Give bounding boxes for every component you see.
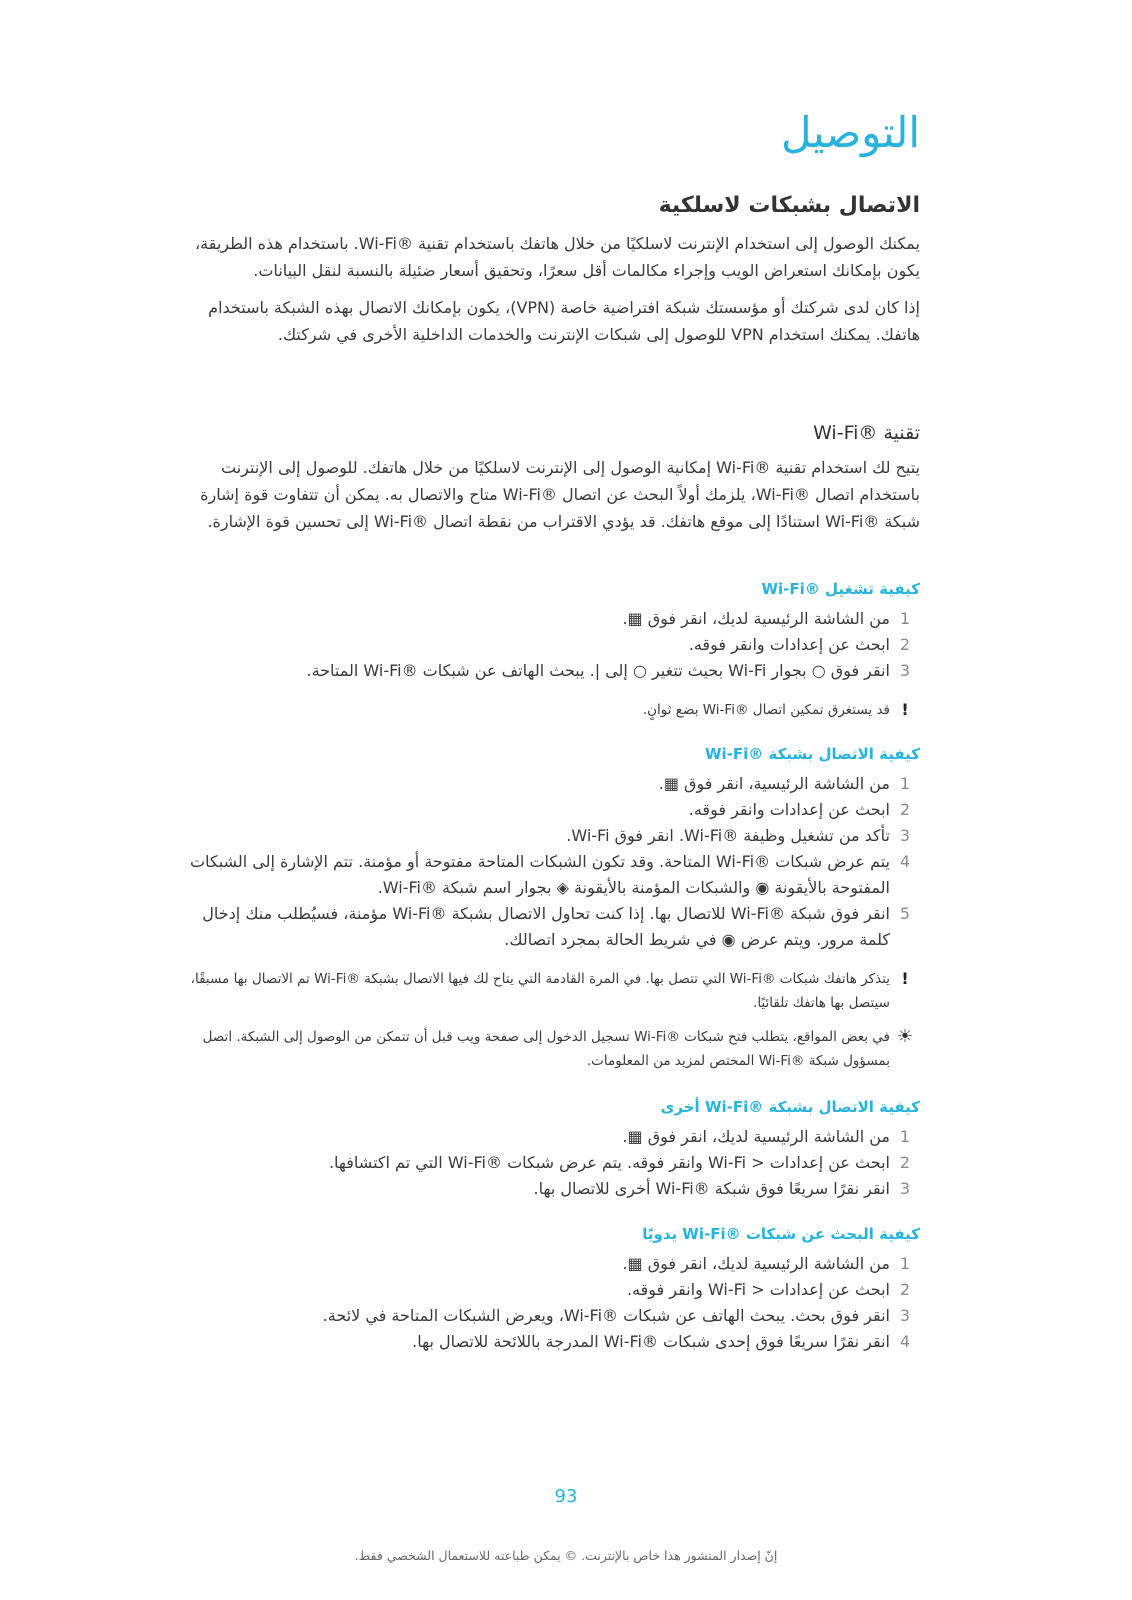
step-number: 4 <box>899 852 911 871</box>
step-number: 3 <box>899 1306 911 1325</box>
step-number: 1 <box>899 1127 911 1146</box>
note-text: يتذكر هاتفك شبكات ®Wi-Fi التي تتصل بها. في المرة القادمة التي يتاح لك فيها الاتصال بشبكة ®Wi-Fi تم الاتصال بها مسبقًا، سيتصل بها هاتفك تلقائيًا. <box>190 971 890 1011</box>
page-number: 93 <box>554 1486 578 1507</box>
howto-search <box>190 1225 920 1355</box>
step-number: 1 <box>899 1254 911 1273</box>
step-text: يتم عرض شبكات ®Wi-Fi المتاحة. وقد تكون الشبكات المتاحة مفتوحة أو مؤمنة. تتم الإشارة إلى الشبكات المفتوحة بالأيقونة ◉ والشبكات المؤمنة بالأيقونة ◈ بجوار اسم شبكة ®Wi-Fi. <box>189 852 890 897</box>
step-text: ابحث عن إعدادات < Wi-Fi وانقر فوقه. <box>626 1280 890 1299</box>
lightbulb-icon: ☀ <box>896 1026 914 1047</box>
step-number: 4 <box>899 1332 911 1351</box>
step-text: ابحث عن إعدادات وانقر فوقه. <box>688 800 890 819</box>
page-title-wrap <box>190 108 920 157</box>
section-para-1: يمكنك الوصول إلى استخدام الإنترنت لاسلكيًا من خلال هاتفك باستخدام تقنية ®Wi-Fi. باستخدام هذه الطريقة، يكون بإمكانك استعراض الويب وإجراء مكالمات أقل سعرًا، وتحقيق أسعار ضئيلة بالنسبة لنقل البيانات. <box>195 234 920 280</box>
step-text: انقر فوق بحث. يبحث الهاتف عن شبكات ®Wi-Fi، ويعرض الشبكات المتاحة في لائحة. <box>322 1306 890 1325</box>
step <box>190 632 920 658</box>
howto-enable <box>190 580 920 722</box>
step <box>190 901 920 953</box>
step-number: 3 <box>899 826 911 845</box>
step <box>190 823 920 849</box>
page-title: التوصيل <box>781 108 920 157</box>
section-para-2: إذا كان لدى شركتك أو مؤسستك شبكة افتراضية خاصة (VPN)، يكون بإمكانك الاتصال بهذه الشبكة باستخدام هاتفك. يمكنك استخدام VPN للوصول إلى شبكات الإنترنت والخدمات الداخلية الأخرى في شركتك. <box>208 298 920 344</box>
step <box>190 849 920 901</box>
note <box>190 967 920 1015</box>
wifi-para: يتيح لك استخدام تقنية ®Wi-Fi إمكانية الوصول إلى الإنترنت لاسلكيًا من خلال هاتفك. للوصول إلى الإنترنت باستخدام اتصال ®Wi-Fi، يلزمك أولاً البحث عن اتصال ®Wi-Fi متاح والاتصال به. يمكن أن تتفاوت قوة إشارة شبكة ®Wi-Fi استنادًا إلى موقع هاتفك. قد يؤدي الاقتراب من نقطة اتصال ®Wi-Fi إلى تحسين قوة الإشارة. <box>200 458 920 531</box>
step <box>190 1251 920 1277</box>
step <box>190 797 920 823</box>
howto-other-heading: كيفية الاتصال بشبكة ®Wi-Fi أخرى <box>660 1098 920 1116</box>
step-number: 2 <box>899 800 911 819</box>
step-text: ابحث عن إعدادات < Wi-Fi وانقر فوقه. يتم عرض شبكات ®Wi-Fi التي تم اكتشافها. <box>328 1153 890 1172</box>
section-connect-wireless <box>190 193 920 348</box>
tip-text: في بعض المواقع، يتطلب فتح شبكات ®Wi-Fi تسجيل الدخول إلى صفحة ويب قبل أن تتمكن من الوصول إلى الشبكة. اتصل بمسؤول شبكة ®Wi-Fi المختص لمزيد من المعلومات. <box>202 1029 890 1069</box>
howto-connect-heading: كيفية الاتصال بشبكة ®Wi-Fi <box>704 745 920 763</box>
step-text: من الشاشة الرئيسية لديك، انقر فوق ▦. <box>622 1127 890 1146</box>
howto-connect <box>190 745 920 1073</box>
wifi-heading: تقنية ®Wi-Fi <box>813 422 920 444</box>
exclamation-icon: ! <box>901 700 909 719</box>
tip <box>190 1025 920 1073</box>
step-number: 2 <box>899 1153 911 1172</box>
note <box>190 698 920 722</box>
howto-enable-heading: كيفية تشغيل ®Wi-Fi <box>761 580 920 598</box>
footer: إنّ إصدار المنشور هذا خاص بالإنترنت. © يمكن طباعته للاستعمال الشخصي فقط. <box>354 1548 778 1563</box>
step-text: انقر فوق ○ بجوار Wi-Fi بحيث تتغير ○ إلى |. يبحث الهاتف عن شبكات ®Wi-Fi المتاحة. <box>306 661 890 680</box>
step <box>190 1329 920 1355</box>
exclamation-icon: ! <box>901 969 909 988</box>
step-text: تأكد من تشغيل وظيفة ®Wi-Fi. انقر فوق Wi-Fi. <box>566 826 890 845</box>
step-number: 5 <box>899 904 911 923</box>
step-number: 1 <box>899 774 911 793</box>
step <box>190 1176 920 1202</box>
step-text: من الشاشة الرئيسية لديك، انقر فوق ▦. <box>622 609 890 628</box>
step-number: 3 <box>899 1179 911 1198</box>
step-text: انقر فوق شبكة ®Wi-Fi للاتصال بها. إذا كنت تحاول الاتصال بشبكة ®Wi-Fi مؤمنة، فسيُطلب منك إدخال كلمة مرور. ويتم عرض ◉ في شريط الحالة بمجرد اتصالك. <box>202 904 890 949</box>
step-text: من الشاشة الرئيسية، انقر فوق ▦. <box>658 774 890 793</box>
howto-other <box>190 1098 920 1202</box>
step-text: من الشاشة الرئيسية لديك، انقر فوق ▦. <box>622 1254 890 1273</box>
step-number: 3 <box>899 661 911 680</box>
step-text: انقر نقرًا سريعًا فوق شبكة ®Wi-Fi أخرى للاتصال بها. <box>533 1179 890 1198</box>
step-text: ابحث عن إعدادات وانقر فوقه. <box>688 635 890 654</box>
step <box>190 1150 920 1176</box>
step-number: 2 <box>899 1280 911 1299</box>
section-heading: الاتصال بشبكات لاسلكية <box>658 193 920 218</box>
step <box>190 1124 920 1150</box>
step <box>190 1303 920 1329</box>
step-number: 2 <box>899 635 911 654</box>
section-wifi <box>190 422 920 535</box>
howto-search-heading: كيفية البحث عن شبكات ®Wi-Fi يدويًا <box>642 1225 920 1243</box>
note-text: قد يستغرق تمكين اتصال ®Wi-Fi بضع ثوانٍ. <box>642 702 890 718</box>
step-number: 1 <box>899 609 911 628</box>
step <box>190 658 920 684</box>
step <box>190 606 920 632</box>
step-text: انقر نقرًا سريعًا فوق إحدى شبكات ®Wi-Fi المدرجة باللائحة للاتصال بها. <box>412 1332 890 1351</box>
step <box>190 1277 920 1303</box>
step <box>190 771 920 797</box>
